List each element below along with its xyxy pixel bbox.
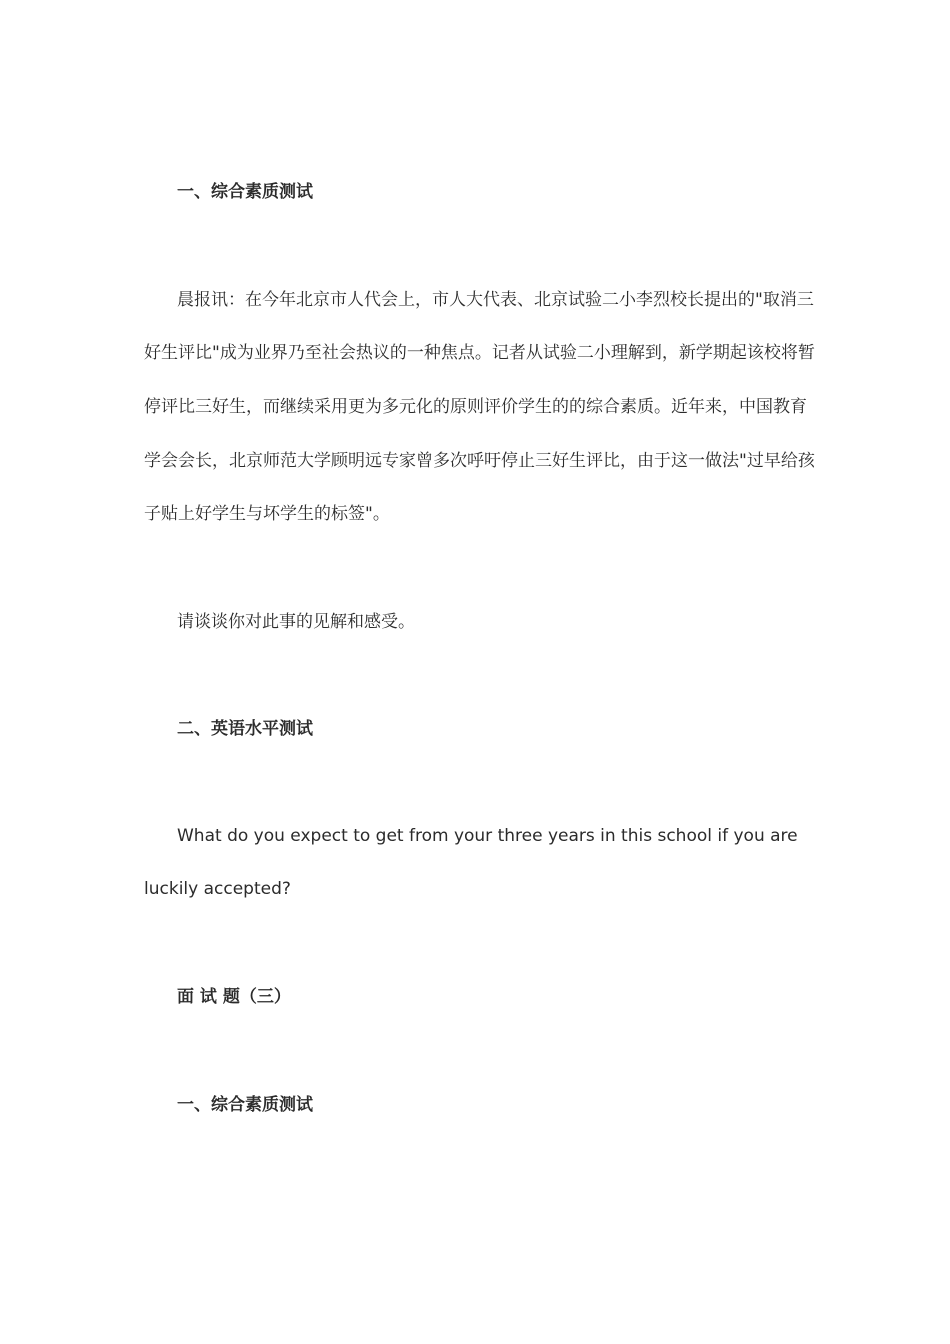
interview-set-title: 面 试 题（三）: [177, 987, 291, 1007]
paragraph-line-2: 好生评比"成为业界乃至社会热议的一种焦点。记者从试验二小理解到，新学期起该校将暂: [144, 343, 815, 363]
discussion-question: 请谈谈你对此事的见解和感受。: [177, 612, 415, 632]
section-heading-english: 二、英语水平测试: [177, 719, 313, 739]
section-heading-comprehensive-2: 一、综合素质测试: [177, 1095, 313, 1115]
english-question-line-2: luckily accepted?: [144, 879, 291, 899]
paragraph-line-1: 晨报讯：在今年北京市人代会上，市人大代表、北京试验二小李烈校长提出的"取消三: [177, 290, 814, 310]
paragraph-line-3: 停评比三好生，而继续采用更为多元化的原则评价学生的的综合素质。近年来，中国教育: [144, 397, 807, 417]
paragraph-line-4: 学会会长，北京师范大学顾明远专家曾多次呼吁停止三好生评比，由于这一做法"过早给孩: [144, 451, 815, 471]
paragraph-line-5: 子贴上好学生与坏学生的标签"。: [144, 504, 390, 524]
english-question-line-1: What do you expect to get from your three years in this school if you are: [177, 826, 798, 846]
section-heading-comprehensive: 一、综合素质测试: [177, 182, 313, 202]
